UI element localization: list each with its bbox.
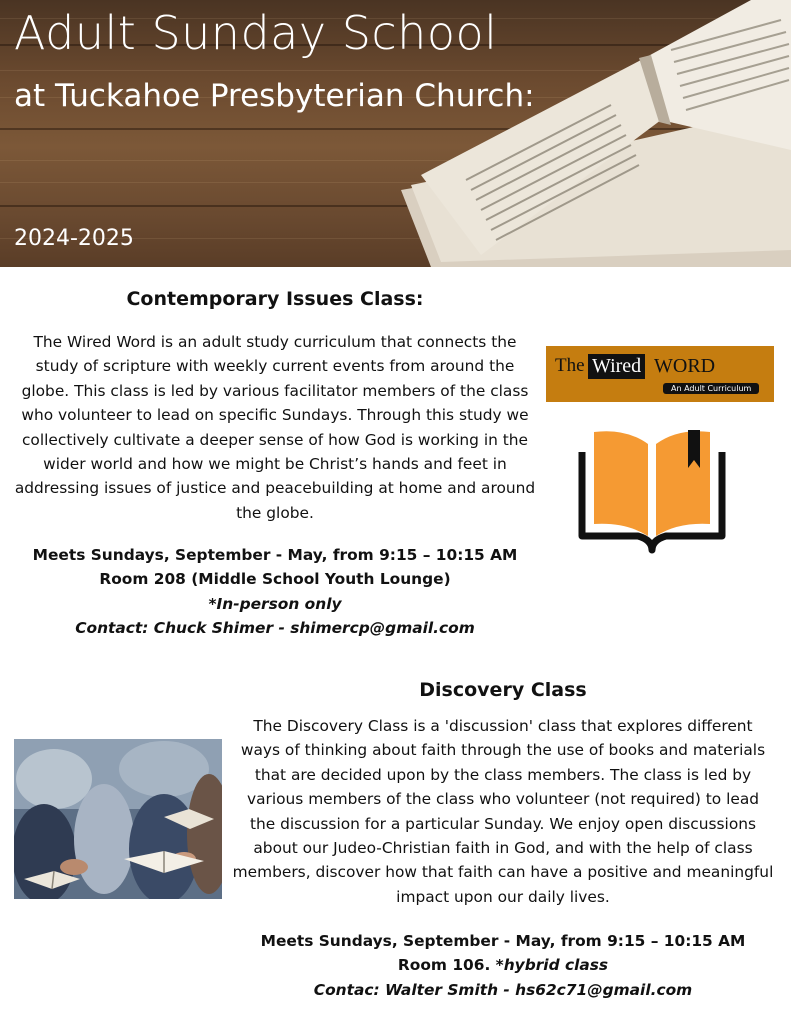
logo-wired-text: Wired bbox=[588, 354, 645, 379]
contact-info: Contac: Walter Smith - hs62c71@gmail.com bbox=[313, 980, 693, 999]
meeting-room: Room 106. bbox=[397, 956, 491, 975]
meeting-room-line bbox=[232, 953, 774, 977]
page-title: Adult Sunday School bbox=[14, 6, 498, 60]
discovery-class-heading: Discovery Class bbox=[419, 679, 587, 701]
header-banner bbox=[0, 0, 791, 267]
logo-tagline: An Adult Curriculum bbox=[663, 383, 759, 394]
contemporary-issues-description: The Wired Word is an adult study curriculum that connects the study of scripture with weekly current events from around the globe. This class is led by various facilitator members of the class who volunteer to lead on specific Sundays. Through this study we collectively cultivate a deeper sense of how God is working in the wider world and how we might be Christ’s hands and feet in addressing issues of justice and peacebuilding at home and around the globe. bbox=[14, 333, 536, 522]
class-format: *In-person only bbox=[208, 594, 342, 613]
contemporary-issues-heading: Contemporary Issues Class: bbox=[126, 288, 424, 310]
bible-study-group-photo bbox=[14, 739, 222, 899]
year-label: 2024-2025 bbox=[14, 226, 134, 251]
logo-the-text: The bbox=[555, 355, 585, 376]
wired-word-logo bbox=[546, 346, 774, 402]
meeting-room: Room 208 (Middle School Youth Lounge) bbox=[99, 570, 451, 589]
page-subtitle: at Tuckahoe Presbyterian Church: bbox=[14, 78, 535, 114]
discovery-class-description: The Discovery Class is a 'discussion' class that explores different ways of thinking about faith through the use of books and materials that are decided upon by the class members. The class is led by various members of the class who volunteer (not required) to lead the discussion for a particular Sunday. We enjoy open discussions about our Judeo-Christian faith in God, and with the help of class members, discover how that faith can have a positive and meaningful impact upon our daily lives. bbox=[232, 717, 774, 906]
open-book-icon bbox=[576, 424, 728, 556]
meeting-time: Meets Sundays, September - May, from 9:15 – 10:15 AM bbox=[260, 932, 746, 950]
class-format: *hybrid class bbox=[495, 956, 609, 975]
meeting-time: Meets Sundays, September - May, from 9:15 – 10:15 AM bbox=[32, 546, 518, 564]
contact-info: Contact: Chuck Shimer - shimercp@gmail.com bbox=[75, 619, 475, 638]
discovery-class-details bbox=[232, 929, 774, 1002]
logo-word-text: WORD bbox=[654, 355, 716, 377]
contemporary-issues-details bbox=[0, 543, 550, 641]
